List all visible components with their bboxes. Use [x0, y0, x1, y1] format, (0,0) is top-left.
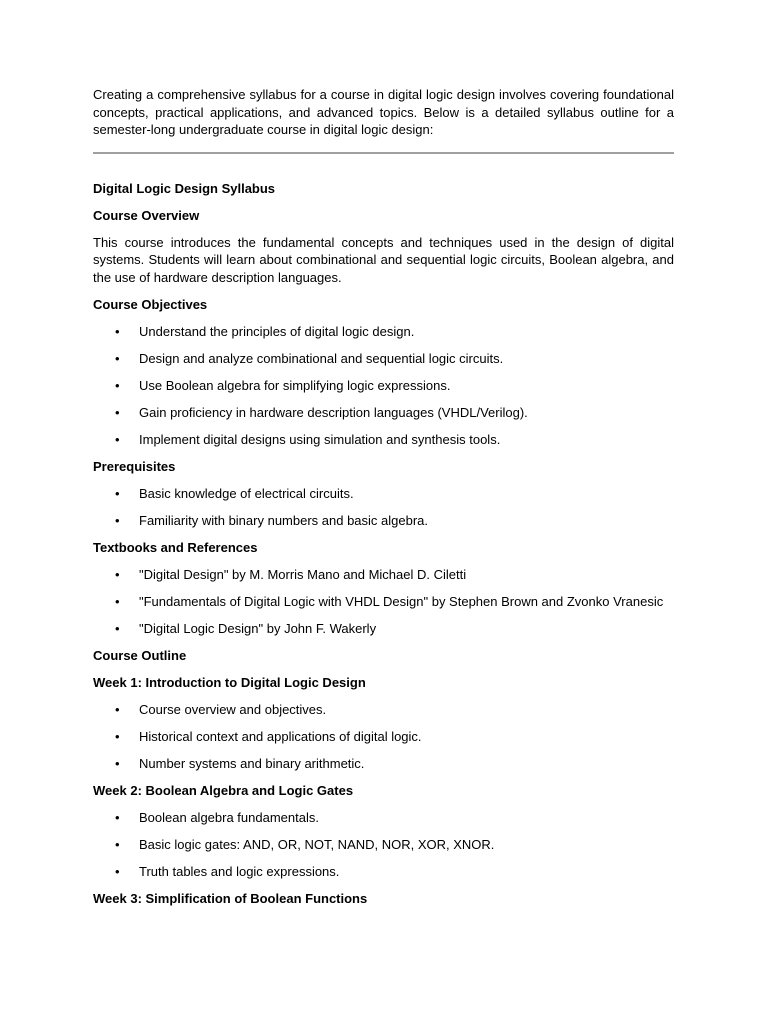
list-item-text: Basic knowledge of electrical circuits.	[139, 486, 354, 501]
bullet-icon: •	[115, 756, 120, 771]
course-overview-heading: Course Overview	[93, 207, 200, 223]
course-outline-heading: Course Outline	[93, 648, 187, 663]
bullet-icon: •	[115, 486, 120, 501]
list-item	[93, 809, 674, 826]
bullet-icon: •	[115, 729, 120, 744]
list-item	[93, 485, 674, 502]
syllabus-title: Digital Logic Design Syllabus	[93, 180, 276, 196]
list-item	[93, 431, 674, 448]
bullet-icon: •	[115, 621, 120, 636]
intro-paragraph: Creating a comprehensive syllabus for a course in digital logic design involves covering foundational concepts, practical applications, and advanced topics. Below is a detailed syllabus outline for a semester-long undergraduate course in digital logic design:	[93, 87, 674, 137]
course-objectives-heading: Course Objectives	[93, 297, 208, 312]
list-item-text: Design and analyze combinational and sequential logic circuits.	[139, 351, 504, 366]
list-item	[93, 566, 674, 583]
week-2-heading: Week 2: Boolean Algebra and Logic Gates	[93, 783, 354, 798]
week-1-heading: Week 1: Introduction to Digital Logic Design	[93, 675, 366, 690]
bullet-icon: •	[115, 513, 120, 528]
list-item-text: Gain proficiency in hardware description languages (VHDL/Verilog).	[139, 405, 528, 420]
bullet-icon: •	[115, 378, 120, 393]
list-item-text: Number systems and binary arithmetic.	[139, 756, 365, 771]
bullet-icon: •	[115, 702, 120, 717]
textbooks-heading: Textbooks and References	[93, 540, 258, 555]
list-item	[93, 836, 674, 853]
list-item-text: Truth tables and logic expressions.	[139, 864, 340, 879]
list-item-text: Understand the principles of digital logic design.	[139, 324, 415, 339]
list-item-text: Use Boolean algebra for simplifying logic expressions.	[139, 378, 451, 393]
list-item	[93, 620, 674, 637]
list-item	[93, 728, 674, 745]
list-item-text: Historical context and applications of digital logic.	[139, 729, 422, 744]
bullet-icon: •	[115, 351, 120, 366]
bullet-icon: •	[115, 810, 120, 825]
list-item	[93, 323, 674, 340]
bullet-icon: •	[115, 432, 120, 447]
prerequisites-list	[93, 485, 674, 529]
list-item-text: "Digital Logic Design" by John F. Wakerly	[139, 621, 377, 636]
list-item	[93, 350, 674, 367]
list-item-text: Basic logic gates: AND, OR, NOT, NAND, NOR, XOR, XNOR.	[139, 837, 495, 852]
course-objectives-list	[93, 323, 674, 448]
week-3-heading: Week 3: Simplification of Boolean Functions	[93, 891, 368, 906]
document-page	[93, 86, 674, 907]
bullet-icon: •	[115, 864, 120, 879]
textbooks-list	[93, 566, 674, 637]
week-2-list	[93, 809, 674, 880]
course-overview-text: This course introduces the fundamental concepts and techniques used in the design of digital systems. Students will learn about combinational and sequential logic circuits, Boolean algebra, and the use of hardware description languages.	[93, 234, 674, 285]
list-item	[93, 701, 674, 718]
bullet-icon: •	[115, 405, 120, 420]
list-item-text: "Digital Design" by M. Morris Mano and Michael D. Ciletti	[139, 567, 467, 582]
horizontal-divider	[93, 152, 674, 154]
list-item	[93, 755, 674, 772]
list-item	[93, 377, 674, 394]
bullet-icon: •	[115, 567, 120, 582]
week-1-list	[93, 701, 674, 772]
list-item	[93, 512, 674, 529]
bullet-icon: •	[115, 324, 120, 339]
bullet-icon: •	[115, 594, 120, 609]
list-item	[93, 404, 674, 421]
list-item-text: Boolean algebra fundamentals.	[139, 810, 319, 825]
list-item-text: "Fundamentals of Digital Logic with VHDL Design" by Stephen Brown and Zvonko Vranesic	[139, 594, 664, 609]
list-item-text: Course overview and objectives.	[139, 702, 327, 717]
list-item	[93, 863, 674, 880]
list-item	[93, 593, 674, 610]
prerequisites-heading: Prerequisites	[93, 459, 176, 474]
bullet-icon: •	[115, 837, 120, 852]
list-item-text: Familiarity with binary numbers and basic algebra.	[139, 513, 429, 528]
list-item-text: Implement digital designs using simulation and synthesis tools.	[139, 432, 501, 447]
